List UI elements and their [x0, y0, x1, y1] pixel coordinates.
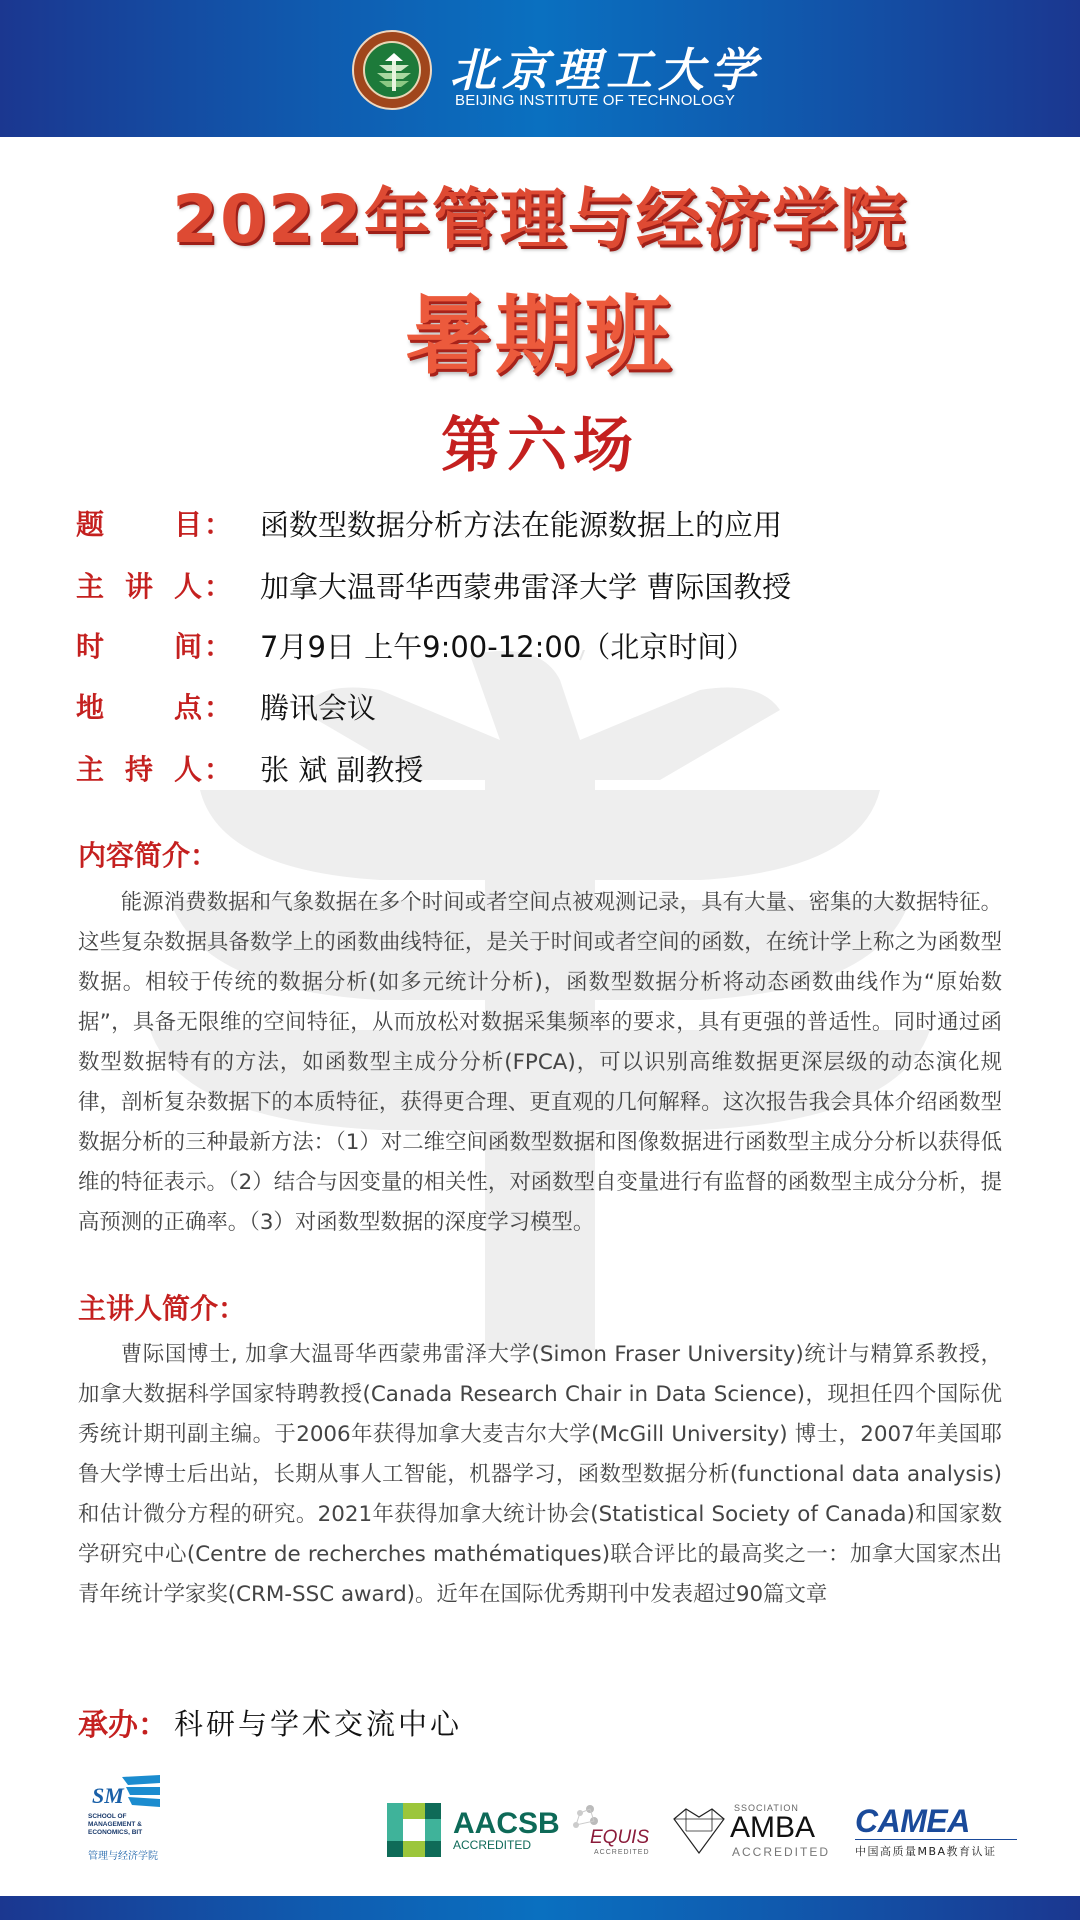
header-band: [0, 0, 1080, 137]
info-label: 地 点：: [76, 691, 232, 724]
info-row-speaker: [76, 565, 791, 605]
equis-name: EQUIS: [590, 1827, 650, 1848]
aacsb-logo: [387, 1803, 560, 1857]
content-intro-text: 能源消费数据和气象数据在多个时间或者空间点被观测记录，具有大量、密集的大数据特征。这些复杂数据具备数学上的函数曲线特征，是关于时间或者空间的函数，在统计学上称之为函数型数据。相较于传统的数据分析(如多元统计分析)，函数型数据分析将动态函数曲线作为“原始数据”，具备无限维的空间特征，从而放松对数据采集频率的要求，具有更强的普适性。同时通过函数型数据特有的方法，如函数型主成分分析(FPCA)，可以识别高维数据更深层级的动态演化规律，剖析复杂数据下的本质特征，获得更合理、更直观的几何解释。这次报告我会具体介绍函数型数据分析的三种最新方法：（1）对二维空间函数型数据和图像数据进行函数型主成分分析以获得低维的特征表示。（2）结合与因变量的相关性，对函数型自变量进行有监督的函数型主成分分析，提高预测的正确率。（3）对函数型数据的深度学习模型。: [78, 890, 1002, 1235]
info-row-host: [76, 748, 423, 788]
university-name-cn: 北京理工大学: [450, 43, 762, 97]
info-row-topic: [76, 503, 782, 543]
amba-sub: ACCREDITED: [732, 1845, 831, 1859]
info-label: 题 目：: [76, 508, 232, 541]
host-value: 张 斌 副教授: [260, 752, 424, 787]
sme-mark-icon: [92, 1775, 162, 1815]
info-row-location: [76, 686, 376, 726]
session-number: 第六场: [441, 411, 639, 481]
organizer-value: 科研与学术交流中心: [174, 1706, 463, 1741]
time-value: 7月9日 上午9:00-12:00（北京时间）: [260, 629, 756, 664]
sme-logo: [88, 1775, 178, 1865]
sme-cn-text: 管理与经济学院: [88, 1851, 158, 1862]
speaker-value: 加拿大温哥华西蒙弗雷泽大学 曹际国教授: [260, 569, 792, 604]
organizer: [78, 1700, 462, 1744]
info-label: 主 讲 人：: [76, 570, 232, 603]
event-title-summer-class: 暑期班: [405, 286, 675, 386]
event-title-line1: 2022年管理与经济学院: [172, 181, 908, 258]
aacsb-sub: ACCREDITED: [453, 1838, 532, 1852]
amba-association: SSOCIATION: [734, 1803, 799, 1813]
content-intro-heading: 内容简介：: [78, 839, 219, 872]
camea-name: CAMEA: [855, 1803, 970, 1839]
footer-band: [0, 1896, 1080, 1920]
info-row-time: [76, 625, 755, 665]
amba-logo: [670, 1803, 830, 1859]
amba-diamond-icon: [670, 1807, 728, 1855]
university-name-en: BEIJING INSTITUTE OF TECHNOLOGY: [455, 92, 736, 109]
info-label: 主 持 人：: [76, 753, 232, 786]
location-value: 腾讯会议: [260, 690, 377, 725]
sme-en-text: SCHOOL OF MANAGEMENT & ECONOMICS, BIT: [88, 1813, 143, 1836]
topic-value: 函数型数据分析方法在能源数据上的应用: [260, 507, 783, 542]
aacsb-name: AACSB: [453, 1807, 560, 1840]
equis-logo: [572, 1805, 656, 1861]
amba-name: AMBA: [730, 1811, 816, 1844]
camea-sub: 中国高质量MBA教育认证: [855, 1845, 997, 1858]
equis-sub: ACCREDITED: [594, 1849, 650, 1856]
organizer-label: 承办：: [78, 1708, 168, 1743]
university-seal-icon: [352, 30, 432, 110]
speaker-intro-heading: 主讲人简介：: [78, 1292, 247, 1325]
aacsb-mark-icon: [387, 1803, 441, 1857]
camea-logo: [855, 1803, 1020, 1859]
speaker-intro-text: 曹际国博士, 加拿大温哥华西蒙弗雷泽大学(Simon Fraser University)统计与精算系教授，加拿大数据科学国家特聘教授(Canada Research Chair in Data Science)，现担任四个国际优秀统计期刊副主编。于2006年获得加拿大麦吉尔大学(McGill University) 博士，2007年美国耶鲁大学博士后出站，长期从事人工智能，机器学习，函数型数据分析(functional data analysis) 和估计微分方程的研究。2021年获得加拿大统计协会(Statistical Society of Canada)和国家数学研究中心(Centre de recherches mathématiques)联合评比的最高奖之一：加拿大国家杰出青年统计学家奖(CRM-SSC award)。近年在国际优秀期刊中发表超过90篇文章: [78, 1342, 1002, 1607]
info-label: 时 间：: [76, 630, 232, 663]
svg-text:SM: SM: [92, 1783, 124, 1808]
camea-divider: [855, 1839, 1017, 1840]
